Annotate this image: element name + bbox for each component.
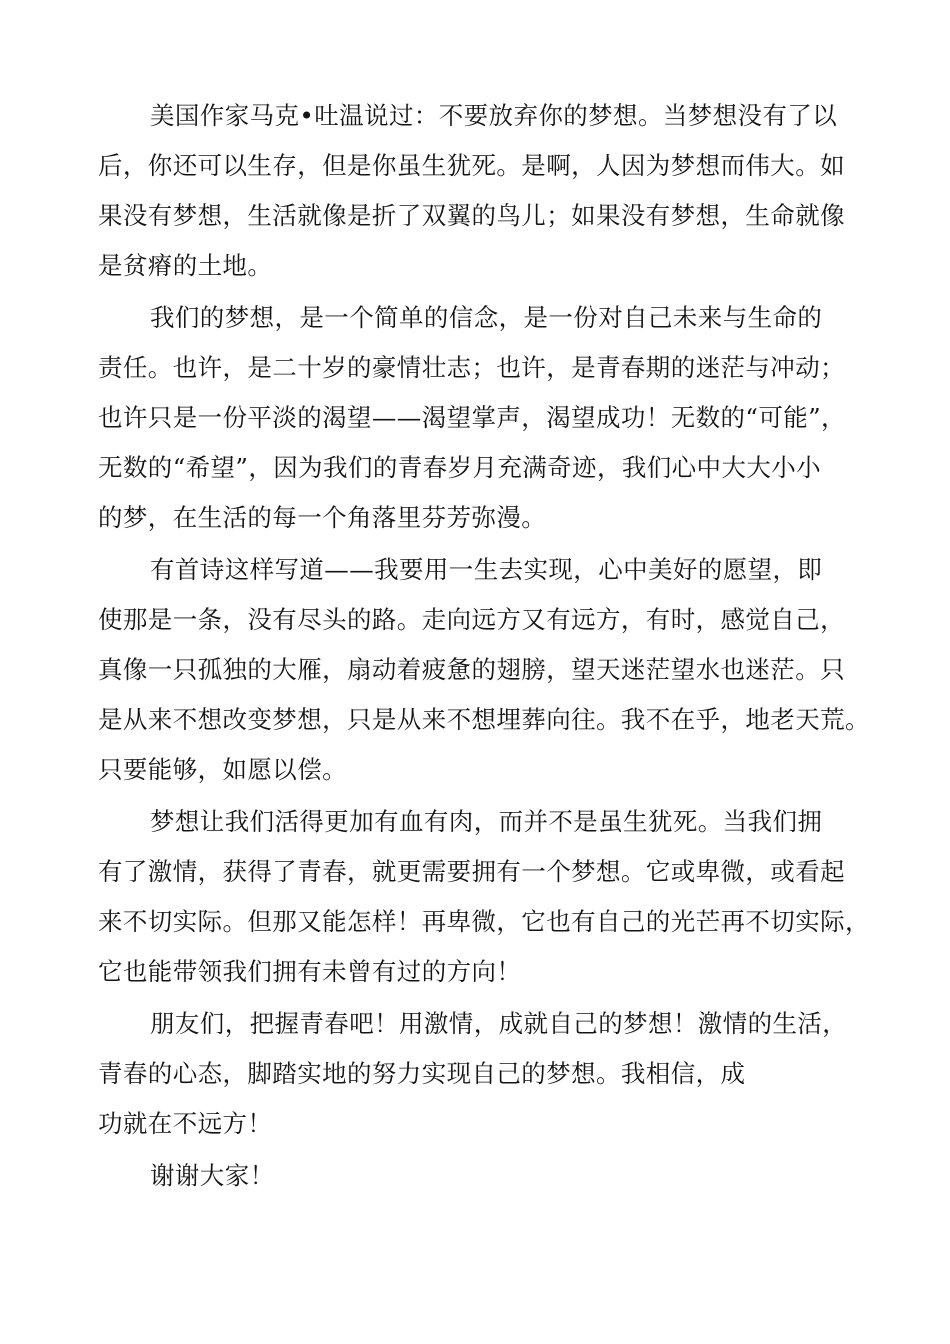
paragraph-3-line-2: 使那是一条，没有尽头的路。走向远方又有远方，有时，感觉自己，: [98, 605, 845, 634]
paragraph-2-line-3: 也许只是一份平淡的渴望——渴望掌声，渴望成功！无数的“可能”，: [98, 403, 846, 432]
paragraph-3-line-4: 是从来不想改变梦想，只是从来不想埋葬向往。我不在乎，地老天荒。: [98, 705, 870, 734]
closing-line: 谢谢大家！: [150, 1161, 275, 1190]
paragraph-1-line-3: 果没有梦想，生活就像是折了双翼的鸟儿；如果没有梦想，生命就像: [98, 201, 845, 230]
paragraph-3-line-3: 真像一只孤独的大雁，扇动着疲惫的翅膀，望天迷茫望水也迷茫。只: [98, 655, 845, 684]
paragraph-2-line-4: 无数的“希望”，因为我们的青春岁月充满奇迹，我们心中大大小小: [98, 453, 822, 482]
paragraph-5-line-3: 功就在不远方！: [98, 1109, 273, 1138]
paragraph-4-line-3: 来不切实际。但那又能怎样！再卑微，它也有自己的光芒再不切实际，: [98, 907, 870, 936]
paragraph-4-line-4: 它也能带领我们拥有未曾有过的方向！: [98, 957, 522, 986]
paragraph-1-line-4: 是贫瘠的土地。: [98, 251, 273, 280]
paragraph-4-line-2: 有了激情，获得了青春，就更需要拥有一个梦想。它或卑微，或看起: [98, 857, 845, 886]
paragraph-1-line-2: 后，你还可以生存，但是你虽生犹死。是啊，人因为梦想而伟大。如: [98, 151, 845, 180]
paragraph-2-line-5: 的梦，在生活的每一个角落里芬芳弥漫。: [98, 503, 547, 532]
paragraph-3-line-5: 只要能够，如愿以偿。: [98, 755, 347, 784]
paragraph-3-line-1: 有首诗这样写道——我要用一生去实现，心中美好的愿望，即: [150, 555, 823, 584]
paragraph-4-line-1: 梦想让我们活得更加有血有肉，而并不是虽生犹死。当我们拥: [150, 807, 823, 836]
paragraph-2-line-1: 我们的梦想，是一个简单的信念，是一份对自己未来与生命的: [150, 303, 823, 332]
paragraph-5-line-1: 朋友们，把握青春吧！用激情，成就自己的梦想！激情的生活，: [150, 1009, 848, 1038]
paragraph-5-line-2: 青春的心态，脚踏实地的努力实现自己的梦想。我相信，成: [98, 1059, 746, 1088]
paragraph-2-line-2: 责任。也许，是二十岁的豪情壮志；也许，是青春期的迷茫与冲动；: [98, 353, 845, 382]
paragraph-1-line-1: 美国作家马克•吐温说过：不要放弃你的梦想。当梦想没有了以: [150, 101, 838, 130]
